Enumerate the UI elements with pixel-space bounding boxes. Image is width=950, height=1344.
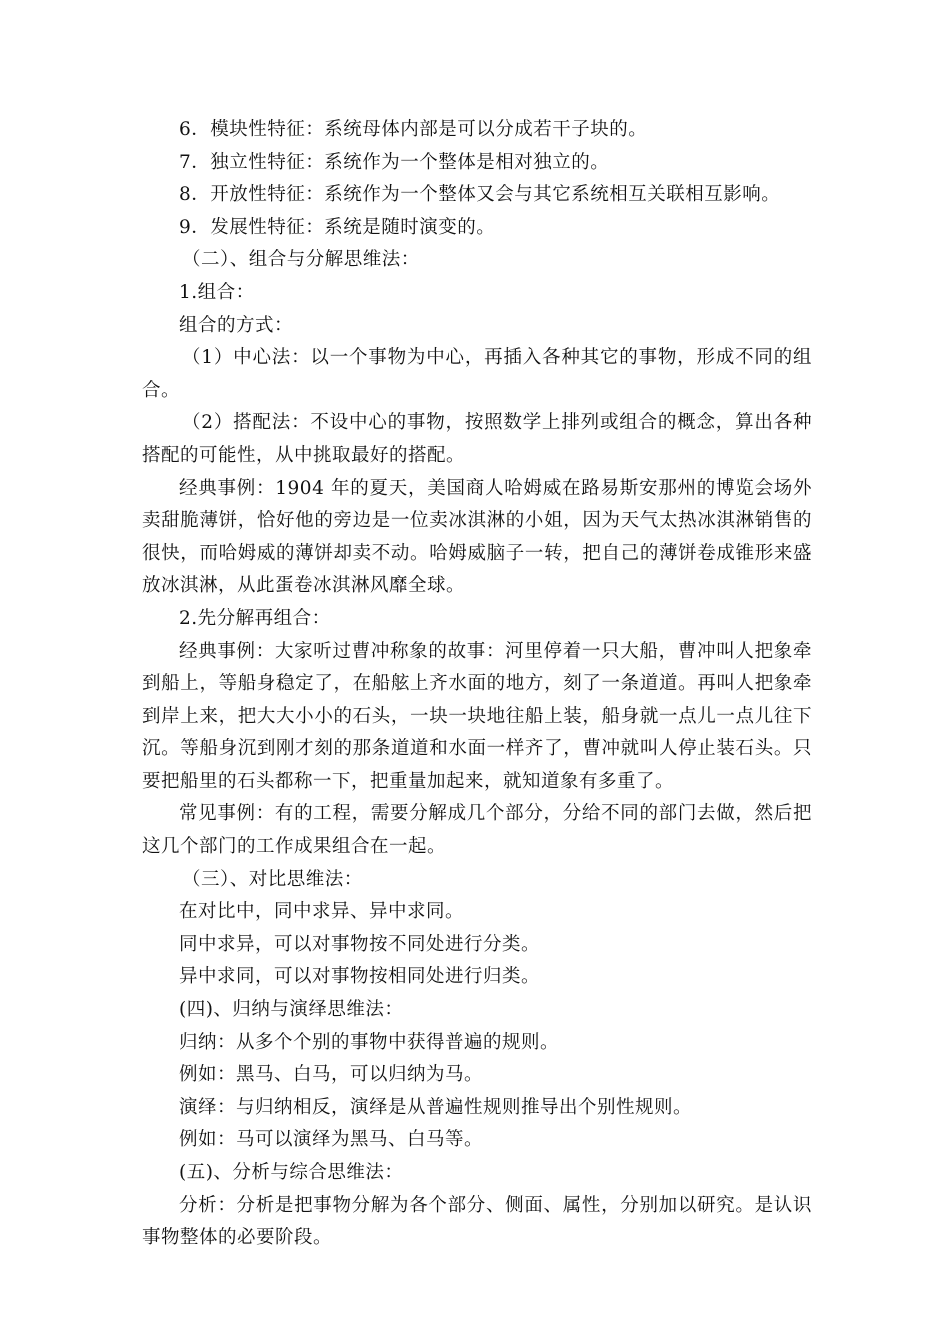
paragraph-feature-7: 7．独立性特征：系统作为一个整体是相对独立的。 [179, 151, 610, 173]
section-heading-3: （三）、对比思维法： [182, 868, 363, 890]
subheading-combination: 1.组合： [179, 281, 255, 303]
paragraph-center-method: （1）中心法：以一个事物为中心，再插入各种其它的事物，形成不同的组合。 [142, 347, 812, 401]
paragraph-induction-example: 例如：黑马、白马，可以归纳为马。 [179, 1064, 484, 1086]
paragraph-matching-method: （2）搭配法：不设中心的事物，按照数学上排列或组合的概念，算出各种搭配的可能性，从中挑取最好的搭配。 [142, 412, 812, 466]
paragraph-analysis: 分析：分析是把事物分解为各个部分、侧面、属性，分别加以研究。是认识事物整体的必要阶段。 [142, 1194, 812, 1249]
paragraph-comparison-2: 同中求异，可以对事物按不同处进行分类。 [179, 933, 541, 955]
section-heading-4: (四)、归纳与演绎思维法： [179, 999, 404, 1021]
paragraph-induction: 归纳：从多个个别的事物中获得普遍的规则。 [179, 1031, 560, 1053]
section-heading-5: (五)、分析与综合思维法： [179, 1162, 404, 1183]
paragraph-comparison-1: 在对比中，同中求异、异中求同。 [179, 901, 465, 923]
section-heading-2: （二）、组合与分解思维法： [182, 249, 420, 271]
paragraph-combination-methods: 组合的方式： [179, 314, 294, 336]
paragraph-feature-8: 8．开放性特征：系统作为一个整体又会与其它系统相互关联相互影响。 [179, 184, 781, 206]
paragraph-comparison-3: 异中求同，可以对事物按相同处进行归类。 [179, 966, 541, 988]
paragraph-common-example: 常见事例：有的工程，需要分解成几个部分，分给不同的部门去做，然后把这几个部门的工作成果组合在一起。 [142, 803, 812, 858]
subheading-decompose-combine: 2.先分解再组合： [179, 607, 331, 629]
paragraph-deduction: 演绎：与归纳相反，演绎是从普遍性规则推导出个别性规则。 [179, 1096, 693, 1118]
paragraph-feature-6: 6．模块性特征：系统母体内部是可以分成若干子块的。 [179, 119, 648, 140]
document-body [142, 114, 812, 1255]
paragraph-feature-9: 9．发展性特征：系统是随时演变的。 [179, 216, 496, 238]
paragraph-example-icecream: 经典事例：1904 年的夏天，美国商人哈姆威在路易斯安那州的博览会场外卖甜脆薄饼，恰好他的旁边是一位卖冰淇淋的小姐，因为天气太热冰淇淋销售的很快，而哈姆威的薄饼却卖不动。哈姆威脑子一转，把自己的薄饼卷成锥形来盛放冰淇淋，从此蛋卷冰淇淋风靡全球。 [142, 477, 812, 597]
paragraph-example-elephant: 经典事例：大家听过曹冲称象的故事：河里停着一只大船，曹冲叫人把象牵到船上，等船身稳定了，在船舷上齐水面的地方，刻了一条道道。再叫人把象牵到岸上来，把大大小小的石头，一块一块地往船上装，船身就一点儿一点儿往下沉。等船身沉到刚才刻的那条道道和水面一样齐了，曹冲就叫人停止装石头。只要把船里的石头都称一下，把重量加起来，就知道象有多重了。 [142, 640, 812, 792]
paragraph-deduction-example: 例如：马可以演绎为黑马、白马等。 [179, 1129, 484, 1151]
